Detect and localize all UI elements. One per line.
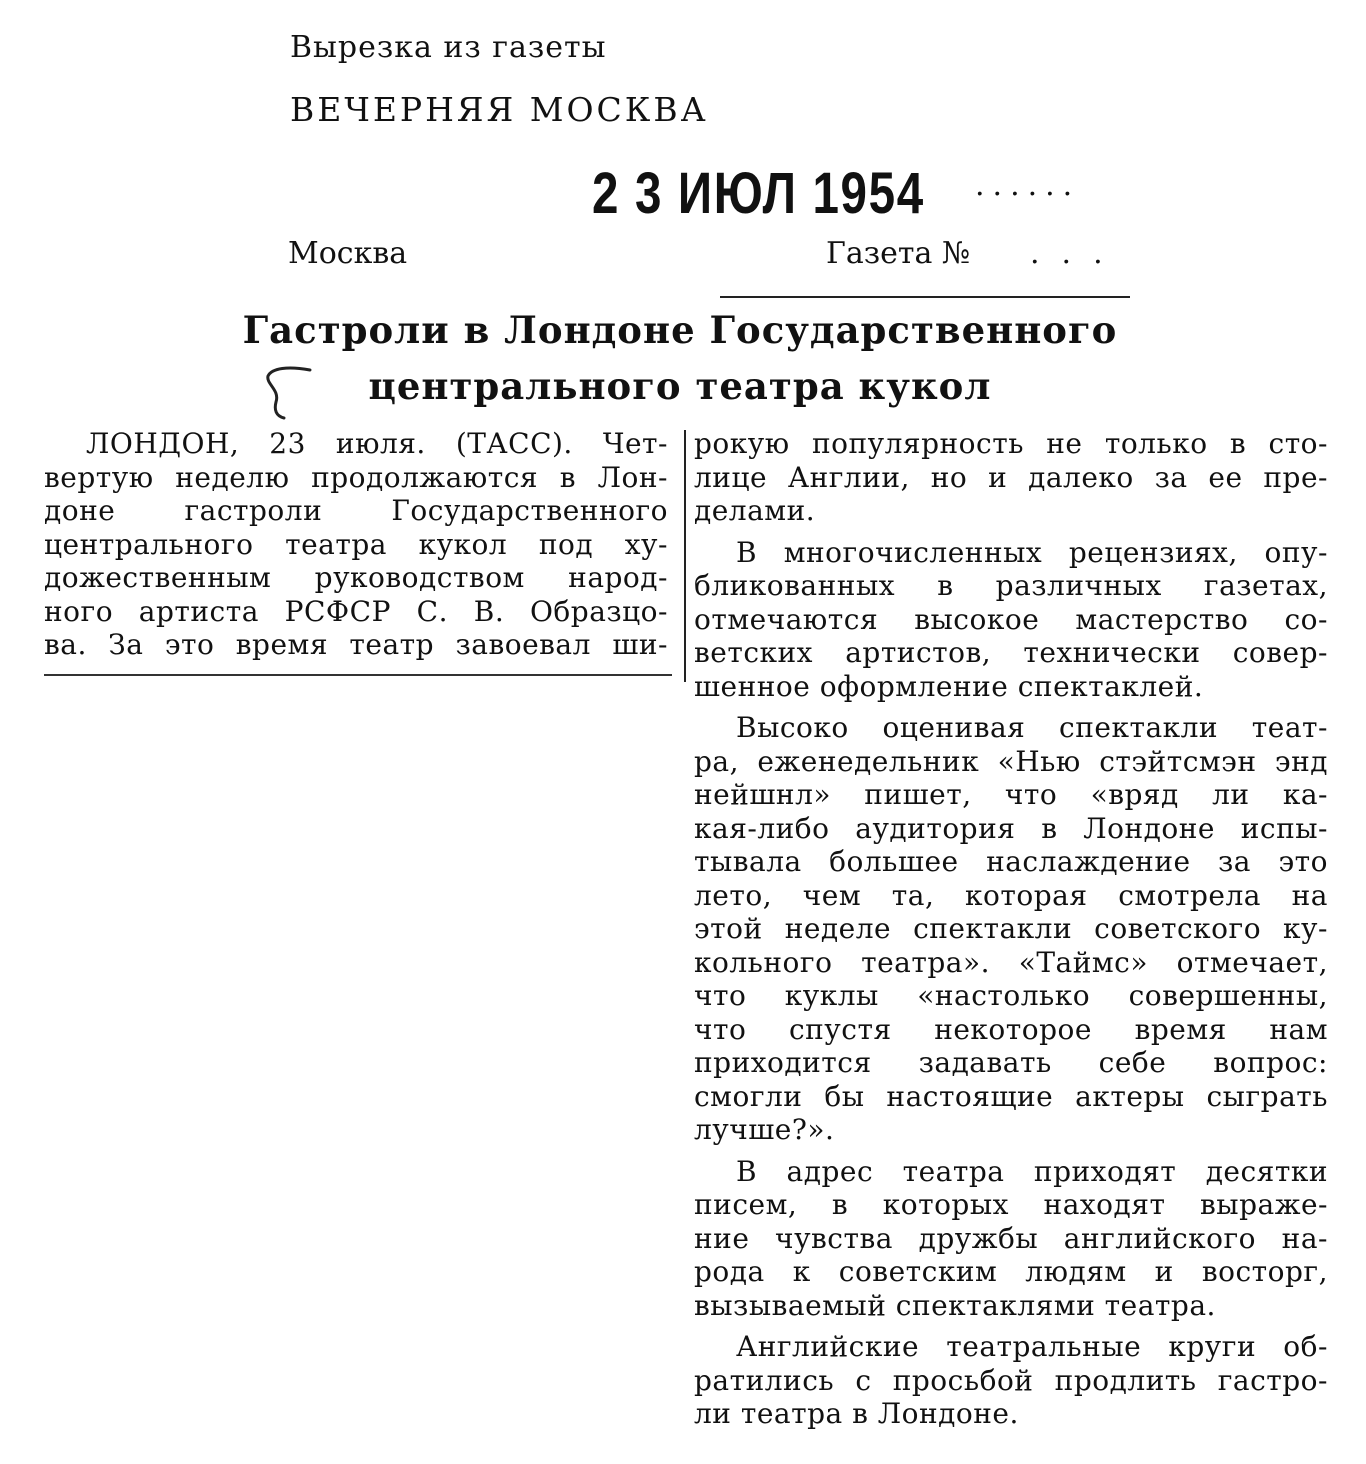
date-stamp: 2 3 ИЮЛ 1954: [592, 161, 925, 226]
right-line: ние чувства дружбы английского на-: [694, 1221, 1328, 1255]
right-line: лице Англии, но и далеко за ее пре-: [694, 460, 1328, 494]
right-line: шенное оформление спектаклей.: [694, 669, 1204, 703]
date-dots: ......: [975, 168, 1081, 203]
headline-line-1: Гастроли в Лондоне Государственного: [242, 308, 1118, 352]
right-line: что куклы «настолько совершенны,: [694, 979, 1328, 1012]
right-line: ратились с просьбой продлить гастро-: [694, 1363, 1328, 1397]
headline: [220, 302, 1140, 414]
right-line: ветских артистов, технически совер-: [694, 636, 1328, 669]
right-line: отмечаются высокое мастерство со-: [694, 602, 1328, 636]
right-line: нейшнл» пишет, что «вряд ли ка-: [694, 778, 1328, 811]
right-line: Высоко оценивая спектакли теат-: [736, 711, 1328, 744]
right-line: рокую популярность не только в сто-: [694, 427, 1328, 460]
left-line: вертую неделю продолжаются в Лон-: [44, 460, 668, 494]
right-line: что спустя некоторое время нам: [694, 1012, 1328, 1046]
left-column-rule: [44, 674, 672, 676]
right-line: В многочисленных рецензиях, опу-: [736, 535, 1328, 569]
right-line: смогли бы настоящие актеры сыграть: [694, 1079, 1328, 1113]
right-line: кольного театра». «Таймс» отмечает,: [694, 945, 1328, 979]
right-line: писем, в которых находят выраже-: [694, 1188, 1328, 1221]
left-line: доне гастроли Государственного: [44, 494, 668, 527]
city-label: Москва: [288, 236, 408, 271]
right-line: Английские театральные круги об-: [736, 1330, 1328, 1363]
right-line: этой неделе спектакли советского ку-: [694, 912, 1328, 945]
newspaper-name: ВЕЧЕРНЯЯ МОСКВА: [290, 90, 709, 129]
right-line: вызываемый спектаклями театра.: [694, 1288, 1216, 1322]
left-line: ЛОНДОН, 23 июля. (ТАСС). Чет-: [86, 427, 668, 460]
right-line: ра, еженедельник «Нью стэйтсмэн энд: [694, 744, 1328, 778]
right-line: бликованных в различных газетах,: [694, 569, 1328, 602]
left-line: ва. За это время театр завоевал ши-: [44, 628, 668, 661]
right-line: лето, чем та, которая смотрела на: [694, 878, 1328, 912]
right-line: делами.: [694, 494, 816, 527]
gazeta-number-label: Газета №: [826, 236, 971, 271]
headline-line-2: центрального театра кукол: [368, 364, 992, 408]
header-rule: [720, 296, 1130, 298]
left-line: ного артиста РСФСР С. В. Образцо-: [44, 594, 668, 628]
gazeta-number-dots: ...: [1030, 236, 1125, 271]
right-line: лучше?».: [694, 1113, 835, 1146]
right-line: В адрес театра приходят десятки: [736, 1154, 1328, 1188]
right-line: рода к советским людям и восторг,: [694, 1255, 1328, 1288]
left-column: [44, 427, 668, 662]
right-column: [694, 427, 1328, 1431]
right-line: тывала большее наслаждение за это: [694, 845, 1328, 878]
column-divider: [684, 430, 686, 682]
pen-mark-icon: [258, 362, 318, 422]
right-line: ли театра в Лондоне.: [694, 1397, 1019, 1430]
left-line: центрального театра кукол под ху-: [44, 527, 668, 561]
right-line: кая-либо аудитория в Лондоне испы-: [694, 811, 1328, 845]
left-line: дожественным руководством народ-: [44, 561, 668, 594]
right-line: приходится задавать себе вопрос:: [694, 1046, 1328, 1079]
clip-label: Вырезка из газеты: [290, 30, 607, 65]
